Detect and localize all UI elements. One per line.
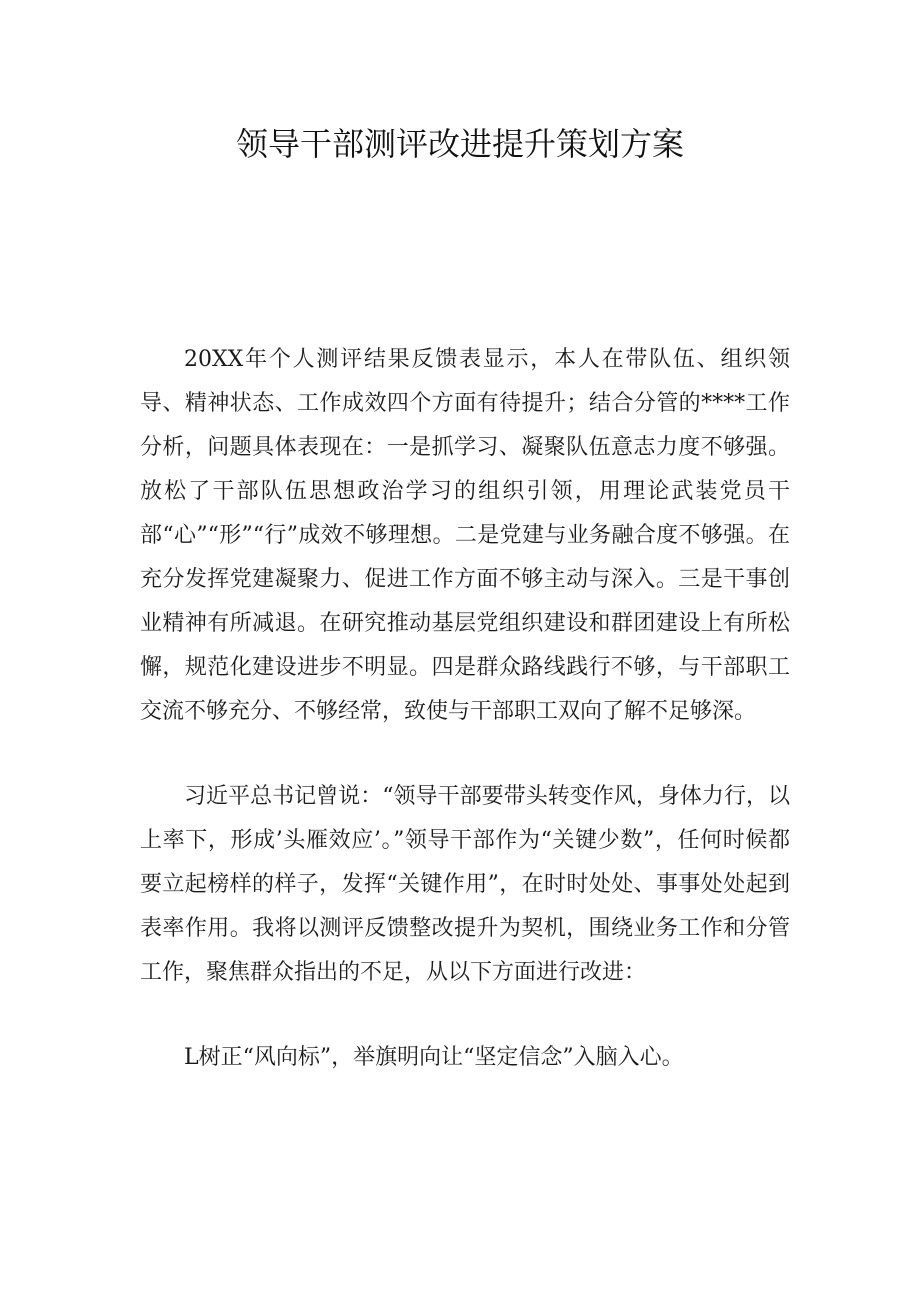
paragraph-feedback-summary: 20XX年个人测评结果反馈表显示，本人在带队伍、组织领导、精神状态、工作成效四个方面有待提升；结合分管的****工作分析，问题具体表现在：一是抓学习、凝聚队伍意志力度不够强。放松了干部队伍思想政治学习的组织引领，用理论武装党员干部“心”“形”“行”成效不够理想。二是党建与业务融合度不够强。在充分发挥党建凝聚力、促进工作方面不够主动与深入。三是干事创业精神有所减退。在研究推动基层党组织建设和群团建设上有所松懈，规范化建设进步不明显。四是群众路线践行不够，与干部职工交流不够充分、不够经常，致使与干部职工双向了解不足够深。 [140,347,790,724]
paragraph-section-heading-1: L树正“风向标”，举旗明向让“坚定信念”入脑入心。 [184,1045,684,1070]
document-title: 领导干部测评改进提升策划方案 [235,125,684,163]
paragraph-quote-and-commitment: 习近平总书记曾说：“领导干部要带头转变作风，身体力行，以上率下，形成’头雁效应’。”领导干部作为“关键少数”，任何时候都要立起榜样的样子，发挥“关键作用”，在时时处处、事事处处起到表率作用。我将以测评反馈整改提升为契机，围绕业务工作和分管工作，聚焦群众指出的不足，从以下方面进行改进： [140,784,790,985]
